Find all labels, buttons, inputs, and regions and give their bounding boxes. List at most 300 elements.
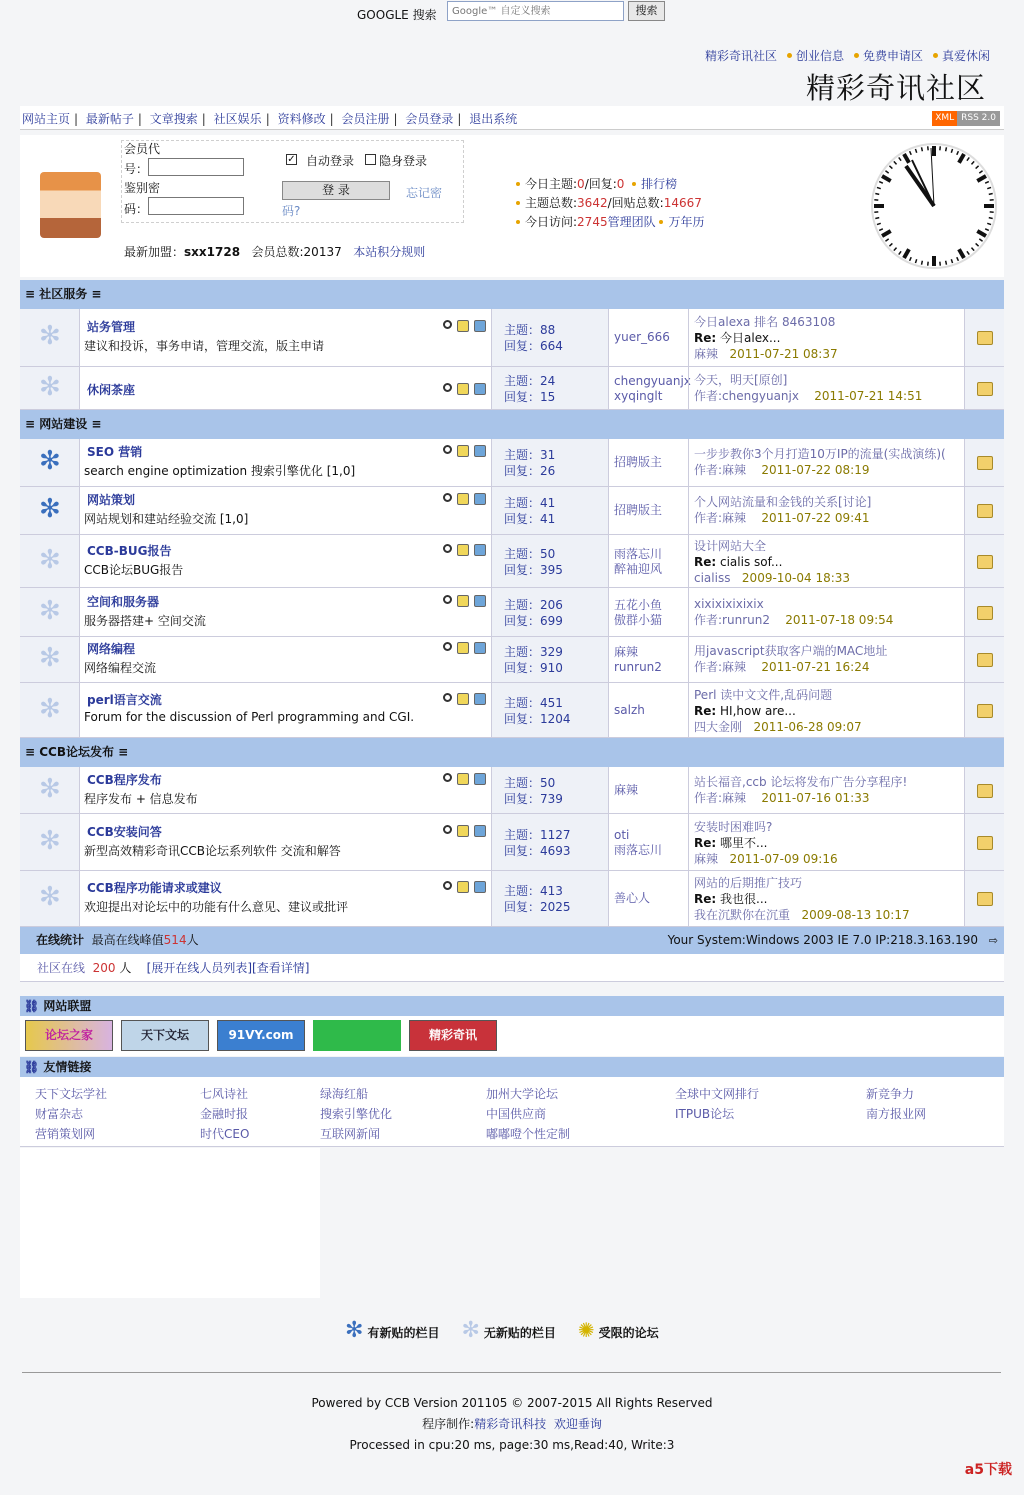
last-post-excerpt: 我也很... — [716, 892, 768, 906]
go-to-forum-icon[interactable] — [977, 456, 993, 470]
no-new-posts-icon: ✻ — [39, 773, 61, 804]
list-icon[interactable] — [474, 493, 486, 505]
category-header[interactable]: ≡ 网站建设 ≡ — [20, 410, 1004, 439]
friend-link[interactable]: 互联网新闻 — [320, 1127, 381, 1141]
no-new-posts-icon: ✻ — [39, 825, 61, 856]
list-icon[interactable] — [474, 445, 486, 457]
forum-name-link[interactable]: CCB-BUG报告 — [87, 543, 172, 558]
note-icon[interactable] — [457, 773, 469, 785]
reply-count: 回复：910 — [504, 661, 563, 675]
forum-info-cell — [80, 367, 491, 409]
go-to-forum-icon[interactable] — [977, 504, 993, 518]
forum-name-link[interactable]: CCB安装问答 — [87, 824, 162, 839]
forum-info-cell — [80, 439, 491, 486]
moderator-link[interactable]: 麻辣 — [614, 782, 639, 797]
list-icon[interactable] — [474, 642, 486, 654]
online-detail-link[interactable]: [查看详情] — [252, 961, 310, 975]
note-icon[interactable] — [457, 881, 469, 893]
system-info: Your System:Windows 2003 IE 7.0 IP:218.3.163.190 — [667, 933, 978, 947]
friend-link[interactable]: 搜索引擎优化 — [320, 1107, 393, 1121]
forum-counts-cell — [491, 637, 609, 682]
go-to-forum-icon[interactable] — [977, 382, 993, 396]
topic-count: 主题：329 — [504, 645, 563, 659]
search-icon[interactable] — [443, 773, 452, 782]
friend-link[interactable]: 新竞争力 — [866, 1087, 915, 1101]
no-new-posts-icon: ✻ — [39, 544, 61, 575]
last-post-author[interactable]: 麻辣 — [722, 463, 747, 477]
forum-name-link[interactable]: CCB程序功能请求或建议 — [87, 881, 222, 895]
topic-count: 主题：41 — [504, 496, 556, 510]
search-icon[interactable] — [443, 642, 452, 651]
forum-description: 新型高效精彩奇讯CCB论坛系列软件 交流和解答 — [84, 843, 341, 858]
search-icon[interactable] — [443, 445, 452, 454]
bullet-icon — [516, 182, 520, 186]
topic-count: 主题：50 — [504, 546, 556, 561]
go-to-forum-icon[interactable] — [977, 555, 993, 569]
moderator-link[interactable]: oti — [614, 827, 630, 842]
footer-processed: Processed in cpu:20 ms, page:30 ms,Read:40, Write:3 — [349, 1438, 675, 1452]
list-icon[interactable] — [474, 595, 486, 607]
forum-name-link[interactable]: perl语言交流 — [87, 692, 162, 707]
auto-login-checkbox[interactable]: ✓ — [287, 154, 296, 165]
last-post-title[interactable]: 个人网站流量和金钱的关系[讨论] — [694, 495, 872, 509]
search-icon[interactable] — [443, 881, 452, 890]
list-icon[interactable] — [474, 881, 486, 893]
last-post-time: 2011-07-21 16:24 — [761, 660, 870, 674]
reply-count: 回复：2025 — [504, 900, 571, 914]
reply-count: 回复：1204 — [504, 711, 571, 726]
list-icon[interactable] — [474, 773, 486, 785]
forum-row — [20, 439, 1004, 487]
bullet-icon — [516, 220, 520, 224]
moderator-link[interactable]: yuer_666 — [614, 330, 670, 344]
forum-counts-cell — [491, 309, 609, 366]
no-new-posts-icon: ✻ — [39, 693, 61, 724]
note-icon[interactable] — [457, 493, 469, 505]
forum-counts-cell — [491, 367, 609, 409]
clock-icon — [868, 140, 1000, 272]
list-icon[interactable] — [474, 383, 486, 395]
last-post-title[interactable]: 网站的后期推广技巧 — [694, 876, 803, 890]
moderator-link[interactable]: 善心人 — [614, 891, 651, 905]
reply-count: 回复：4693 — [504, 843, 571, 858]
forum-row — [20, 588, 1004, 637]
forum-info-cell — [80, 871, 491, 926]
reply-count: 回复：699 — [504, 613, 563, 628]
go-to-forum-icon[interactable] — [977, 704, 993, 718]
reply-count: 回复：395 — [504, 562, 563, 577]
moderator-link[interactable]: chengyuanjx — [614, 373, 691, 388]
go-to-forum-icon[interactable] — [977, 331, 993, 345]
forum-row — [20, 767, 1004, 814]
watermark-logo: a5下载 — [964, 1462, 1012, 1478]
list-icon[interactable] — [474, 693, 486, 705]
bullet-icon — [516, 201, 520, 205]
forum-name-link[interactable]: 站务管理 — [87, 320, 136, 334]
nav-logout[interactable]: 退出系统 — [469, 112, 518, 126]
forum-name-link[interactable]: 网站策划 — [87, 493, 136, 507]
nav-register[interactable]: 会员注册 — [341, 112, 390, 126]
bullet-icon — [854, 53, 859, 58]
go-to-forum-icon[interactable] — [977, 606, 993, 620]
forum-description: 网站规划和建站经验交流 [1,0] — [84, 512, 249, 526]
forum-moderators-cell — [609, 367, 691, 409]
forum-info-cell — [80, 814, 491, 870]
last-post-title[interactable]: xixixixixixix — [694, 596, 764, 611]
last-post-title[interactable]: 今天，明天[原创] — [694, 372, 788, 387]
note-icon[interactable] — [457, 544, 469, 556]
search-input[interactable] — [447, 1, 624, 21]
new-posts-icon: ✻ — [39, 494, 61, 524]
banner-luntan[interactable]: 论坛之家 — [25, 1020, 113, 1051]
note-icon[interactable] — [457, 383, 469, 395]
forum-row — [20, 367, 1004, 410]
list-icon[interactable] — [474, 320, 486, 332]
forum-go-cell — [964, 535, 1004, 587]
last-post-author[interactable]: 麻辣 — [722, 511, 747, 525]
forum-name-link[interactable]: 网络编程 — [87, 642, 136, 656]
forum-name-link[interactable]: 休闲茶座 — [87, 382, 136, 397]
forum-info-cell — [80, 683, 491, 737]
moderator-link[interactable]: 麻辣 — [614, 645, 639, 659]
topic-count: 主题：24 — [504, 373, 556, 388]
footer-contact-link[interactable]: 欢迎垂询 — [553, 1417, 602, 1431]
friend-link[interactable]: 嘟嘟噔个性定制 — [486, 1127, 571, 1141]
forum-counts-cell — [491, 767, 609, 813]
forum-row — [20, 309, 1004, 367]
search-icon[interactable] — [443, 825, 452, 834]
google-search-label: GOOGLE 搜索 — [357, 8, 437, 22]
search-button[interactable]: 搜索 — [628, 1, 665, 21]
bullet-icon — [933, 53, 938, 58]
forum-info-cell — [80, 767, 491, 813]
last-post-time: 2009-10-04 18:33 — [741, 570, 851, 585]
forum-go-cell — [964, 767, 1004, 813]
note-icon[interactable] — [457, 642, 469, 654]
go-to-forum-icon[interactable] — [977, 836, 993, 850]
forum-info-cell — [80, 535, 491, 587]
site-stats: 今日主题:0/回复:0 排行榜 主题总数:3642/回贴总数:14667 今日访问:2745管理团队 万年历 — [516, 175, 704, 232]
forum-go-cell — [964, 637, 1004, 682]
login-button[interactable]: 登 录 — [282, 181, 390, 200]
no-new-posts-icon: ✻ — [39, 882, 61, 912]
friend-link[interactable]: 全球中文网排行 — [675, 1087, 760, 1101]
forum-moderators-cell — [609, 814, 688, 870]
last-post-cell: 一步步教你3个月打造10万IP的流量(实战演练)( 作者:麻辣 2011-07-22 08:19 — [688, 439, 964, 486]
moderator-link[interactable]: 五花小鱼 — [614, 597, 663, 612]
category-header[interactable]: ≡ CCB论坛发布 ≡ — [20, 738, 1004, 767]
forum-row — [20, 535, 1004, 588]
forgot-password-link-2[interactable]: 码? — [282, 204, 301, 218]
last-post-cell: 用javascript获取客户端的MAC地址 作者:麻辣 2011-07-21 16:24 — [688, 637, 964, 682]
forum-go-cell — [964, 683, 1004, 737]
reply-count: 回复：664 — [504, 339, 563, 353]
moderator-link[interactable]: 醉袖迎风 — [614, 561, 663, 576]
forum-status-cell — [20, 683, 80, 737]
top-links — [705, 47, 990, 64]
last-post-title[interactable]: 用javascript获取客户端的MAC地址 — [694, 644, 888, 658]
bullet-icon — [659, 220, 663, 224]
no-new-posts-icon: ✻ — [39, 595, 61, 626]
top-link-free-apply[interactable]: 免费申请区 — [862, 49, 923, 63]
friend-link[interactable]: 七风诗社 — [200, 1087, 249, 1101]
bullet-icon — [632, 182, 636, 186]
forum-row — [20, 814, 1004, 871]
arrow-right-icon[interactable]: ⇨ — [988, 934, 998, 947]
nav-latest-posts[interactable]: 最新帖子 — [85, 112, 134, 126]
last-post-time: 2011-07-18 09:54 — [785, 612, 894, 627]
forum-row — [20, 683, 1004, 738]
banner-green[interactable] — [313, 1020, 401, 1051]
top-link-community[interactable]: 精彩奇讯社区 — [704, 49, 777, 63]
forum-go-cell — [964, 309, 1004, 366]
nav-login[interactable]: 会员登录 — [405, 112, 454, 126]
forum-status-cell — [20, 814, 80, 870]
auto-login-label: 自动登录 — [306, 154, 355, 168]
footer-divider — [22, 1372, 1001, 1373]
last-post-title[interactable]: 一步步教你3个月打造10万IP的流量(实战演练)( — [694, 447, 946, 461]
no-new-posts-icon: ✻ — [39, 643, 61, 673]
last-post-cell: 安装时困难吗? Re: 哪里不... 麻辣 2011-07-09 09:16 — [688, 814, 964, 870]
friend-links-header: ⛓ 友情链接 — [20, 1057, 1004, 1077]
go-to-forum-icon[interactable] — [977, 892, 993, 906]
note-icon[interactable] — [457, 320, 469, 332]
alliance-banners — [20, 1016, 1004, 1056]
last-post-author[interactable]: runrun2 — [722, 612, 770, 627]
forum-description: 网络编程交流 — [84, 661, 157, 675]
friend-link[interactable]: 绿海红船 — [320, 1087, 369, 1101]
bullet-icon — [787, 53, 792, 58]
password-label: 鉴别密 — [124, 181, 161, 195]
forum-status-cell — [20, 367, 80, 409]
forum-go-cell — [964, 367, 1004, 409]
moderator-link[interactable]: 雨落忘川 — [614, 546, 663, 561]
topic-count: 主题：451 — [504, 695, 563, 710]
search-icon[interactable] — [443, 595, 452, 604]
go-to-forum-icon[interactable] — [977, 653, 993, 667]
forum-counts-cell — [491, 439, 609, 486]
friend-link[interactable]: 财富杂志 — [35, 1107, 84, 1121]
legend: ✻ 有新贴的栏目 ✻ 无新贴的栏目 ✺ 受限的论坛 — [345, 1318, 659, 1343]
forum-moderators-cell — [609, 309, 688, 366]
forum-counts-cell — [491, 683, 609, 737]
forum-moderators-cell — [609, 767, 688, 813]
forgot-password-link[interactable]: 忘记密 — [406, 186, 443, 200]
login-form — [121, 140, 464, 223]
member-info: 最新加盟：sxx1728 会员总数:20137 本站积分规则 — [124, 245, 426, 259]
online-stats-row: 社区在线 200 人 [展开在线人员列表][查看详情] — [20, 954, 1004, 982]
forum-status-cell — [20, 535, 80, 587]
reply-count: 回复：15 — [504, 389, 556, 404]
forum-info-cell — [80, 487, 491, 534]
last-post-excerpt: 今日alex... — [716, 331, 781, 345]
moderator-link[interactable]: 雨落忘川 — [614, 842, 663, 857]
forum-description: 服务器搭建+ 空间交流 — [84, 613, 206, 628]
last-post-cell: Perl 读中文文件,乱码问题 Re: HI,how are... 四大金刚 2011-06-28 09:07 — [688, 683, 964, 737]
forum-moderators-cell — [609, 439, 688, 486]
reply-count: 回复：26 — [504, 464, 556, 478]
team-link[interactable]: 管理团队 — [607, 215, 656, 229]
last-poster[interactable]: 麻辣 — [694, 347, 719, 361]
last-post-author[interactable]: 麻辣 — [722, 790, 747, 805]
friend-link[interactable]: 加州大学论坛 — [486, 1087, 559, 1101]
topic-count: 主题：88 — [504, 323, 556, 337]
expand-online-link[interactable]: [展开在线人员列表] — [146, 961, 253, 975]
forum-row — [20, 487, 1004, 535]
nav-edit-profile[interactable]: 资料修改 — [277, 112, 326, 126]
moderator-link[interactable]: runrun2 — [614, 660, 662, 674]
hidden-login-label: 隐身登录 — [379, 154, 428, 168]
password-label-2: 码： — [124, 202, 149, 216]
friend-link[interactable]: 金融时报 — [200, 1107, 249, 1121]
alliance-header: ⛓ 网站联盟 — [20, 996, 1004, 1016]
nav-bar: 网站主页 | 最新帖子 | 文章搜索 | 社区娱乐 | 资料修改 | 会员注册 | 会员登录 | 退出系统 XML RSS 2.0 — [20, 106, 1004, 130]
last-post-excerpt: cialis sof... — [716, 554, 783, 569]
banner-tianxia[interactable]: 天下文坛 — [121, 1020, 209, 1051]
rank-link[interactable]: 排行榜 — [641, 177, 678, 191]
link-icon: ⛓ — [24, 999, 40, 1013]
friend-link[interactable]: 营销策划网 — [35, 1127, 96, 1141]
topic-count: 主题：413 — [504, 884, 563, 898]
topic-count: 主题：31 — [504, 448, 556, 462]
search-icon[interactable] — [443, 320, 452, 329]
no-new-posts-icon: ✻ — [39, 371, 61, 402]
category-header[interactable]: ≡ 社区服务 ≡ — [20, 280, 1004, 309]
friend-link[interactable]: 中国供应商 — [486, 1107, 547, 1121]
new-posts-icon: ✻ — [39, 446, 61, 476]
last-post-author[interactable]: chengyuanjx — [722, 388, 799, 403]
last-post-title[interactable]: Perl 读中文文件,乱码问题 — [694, 687, 833, 702]
forum-counts-cell — [491, 535, 609, 587]
last-post-author[interactable]: 麻辣 — [722, 660, 747, 674]
forum-moderators-cell — [609, 535, 688, 587]
forum-row — [20, 637, 1004, 683]
note-icon[interactable] — [457, 445, 469, 457]
blank-panel — [20, 1148, 320, 1298]
newest-member[interactable]: sxx1728 — [184, 245, 241, 259]
last-post-cell: 今天，明天[原创] 作者:chengyuanjx 2011-07-21 14:51 — [688, 367, 964, 409]
note-icon[interactable] — [457, 825, 469, 837]
password-input[interactable] — [148, 197, 244, 215]
go-to-forum-icon[interactable] — [977, 784, 993, 798]
topic-count: 主题：1127 — [504, 827, 571, 842]
last-post-title[interactable]: 安装时困难吗? — [694, 819, 773, 834]
restricted-forum-icon: ✺ — [577, 1318, 595, 1342]
last-post-title[interactable]: 今日alexa 排名 8463108 — [694, 315, 836, 329]
login-panel — [20, 135, 1004, 277]
rules-link[interactable]: 本站积分规则 — [353, 245, 426, 259]
moderator-link[interactable]: 招聘版主 — [614, 503, 663, 517]
forum-status-cell — [20, 871, 80, 926]
friend-link[interactable]: 南方报业网 — [866, 1107, 927, 1121]
forum-counts-cell — [491, 588, 609, 636]
forum-name-link[interactable]: 空间和服务器 — [87, 594, 160, 609]
forum-description: CCB论坛BUG报告 — [84, 562, 184, 577]
last-post-time: 2011-06-28 09:07 — [753, 719, 862, 734]
topic-count: 主题：50 — [504, 775, 556, 790]
hidden-login-checkbox[interactable] — [365, 154, 376, 165]
last-poster[interactable]: 麻辣 — [694, 851, 719, 866]
last-poster[interactable]: cialiss — [694, 570, 731, 585]
forum-status-cell — [20, 309, 80, 366]
forum-go-cell — [964, 588, 1004, 636]
forum-info-cell — [80, 309, 491, 366]
forum-counts-cell — [491, 487, 609, 534]
forum-description: 欢迎提出对论坛中的功能有什么意见、建议或批评 — [84, 900, 349, 914]
rss-badge[interactable]: XML RSS 2.0 — [932, 111, 1000, 126]
nav-entertainment[interactable]: 社区娱乐 — [213, 112, 262, 126]
note-icon[interactable] — [457, 693, 469, 705]
friend-link[interactable]: 天下文坛学社 — [35, 1087, 108, 1101]
last-post-excerpt: 哪里不... — [716, 835, 768, 850]
no-new-posts-icon: ✻ — [39, 321, 61, 351]
forum-name-link[interactable]: SEO 营销 — [87, 445, 143, 459]
forum-description: 建议和投诉，事务申请，管理交流，版主申请 — [84, 339, 325, 353]
footer: Powered by CCB Version 201105 © 2007-2015 All Rights Reserved 程序制作:精彩奇讯科技 欢迎垂询 Processed in cpu:20 ms, page:30 ms,Read:40, Write:3 — [0, 1393, 1024, 1456]
list-icon[interactable] — [474, 825, 486, 837]
nav-article-search[interactable]: 文章搜索 — [149, 112, 198, 126]
note-icon[interactable] — [457, 595, 469, 607]
forum-name-link[interactable]: CCB程序发布 — [87, 772, 162, 787]
last-poster[interactable]: 四大金刚 — [694, 719, 743, 734]
forum-description: search engine optimization 搜索引擎优化 [1,0] — [84, 464, 356, 478]
search-icon[interactable] — [443, 693, 452, 702]
link-icon: ⛓ — [24, 1060, 40, 1074]
forum-moderators-cell — [609, 588, 688, 636]
forum-status-cell — [20, 637, 80, 682]
forum-go-cell — [964, 439, 1004, 486]
forum-description: Forum for the discussion of Perl programming and CGI. — [84, 709, 415, 724]
online-stats-header: 在线统计 最高在线峰值514人 Your System:Windows 2003 IE 7.0 IP:218.3.163.190 ⇨ — [20, 927, 1004, 954]
nav-home[interactable]: 网站主页 — [22, 112, 71, 126]
forum-moderators-cell — [609, 487, 688, 534]
moderator-link[interactable]: xyqinglt — [614, 388, 663, 403]
search-icon[interactable] — [443, 383, 452, 392]
banner-91vy[interactable]: 91VY.com — [217, 1020, 305, 1051]
member-id-input[interactable] — [148, 158, 244, 176]
search-icon[interactable] — [443, 493, 452, 502]
last-post-title[interactable]: 设计网站大全 — [694, 538, 767, 553]
forum-info-cell — [80, 588, 491, 636]
last-post-cell: 今日alexa 排名 8463108 Re: 今日alex... 麻辣 2011-07-21 08:37 — [688, 309, 964, 366]
footer-company-link[interactable]: 精彩奇讯科技 — [474, 1417, 547, 1431]
banner-sun126[interactable]: 精彩奇讯 — [409, 1020, 497, 1051]
no-new-posts-icon: ✻ — [461, 1318, 480, 1343]
moderator-link[interactable]: 傲群小猫 — [614, 612, 663, 627]
forum-go-cell — [964, 814, 1004, 870]
topic-count: 主题：206 — [504, 597, 563, 612]
forum-row — [20, 871, 1004, 927]
friend-link[interactable]: 时代CEO — [200, 1127, 250, 1141]
friend-link[interactable]: ITPUB论坛 — [675, 1107, 735, 1121]
last-post-title[interactable]: 站长福音,ccb 论坛将发布广告分享程序! — [694, 774, 908, 789]
search-icon[interactable] — [443, 544, 452, 553]
last-poster[interactable]: 我在沉默你在沉重 — [694, 908, 791, 922]
last-post-cell: 个人网站流量和金钱的关系[讨论] 作者:麻辣 2011-07-22 09:41 — [688, 487, 964, 534]
top-link-leisure[interactable]: 真爱休闲 — [941, 49, 990, 63]
last-post-time: 2011-07-22 08:19 — [761, 463, 870, 477]
moderator-link[interactable]: salzh — [614, 702, 645, 717]
reply-count: 回复：41 — [504, 512, 556, 526]
top-link-business[interactable]: 创业信息 — [795, 49, 844, 63]
forum-go-cell — [964, 871, 1004, 926]
last-post-time: 2011-07-16 01:33 — [761, 790, 870, 805]
member-total: 20137 — [303, 245, 342, 259]
list-icon[interactable] — [474, 544, 486, 556]
calendar-link[interactable]: 万年历 — [668, 215, 705, 229]
moderator-link[interactable]: 招聘版主 — [614, 455, 663, 469]
new-posts-icon: ✻ — [345, 1318, 364, 1343]
